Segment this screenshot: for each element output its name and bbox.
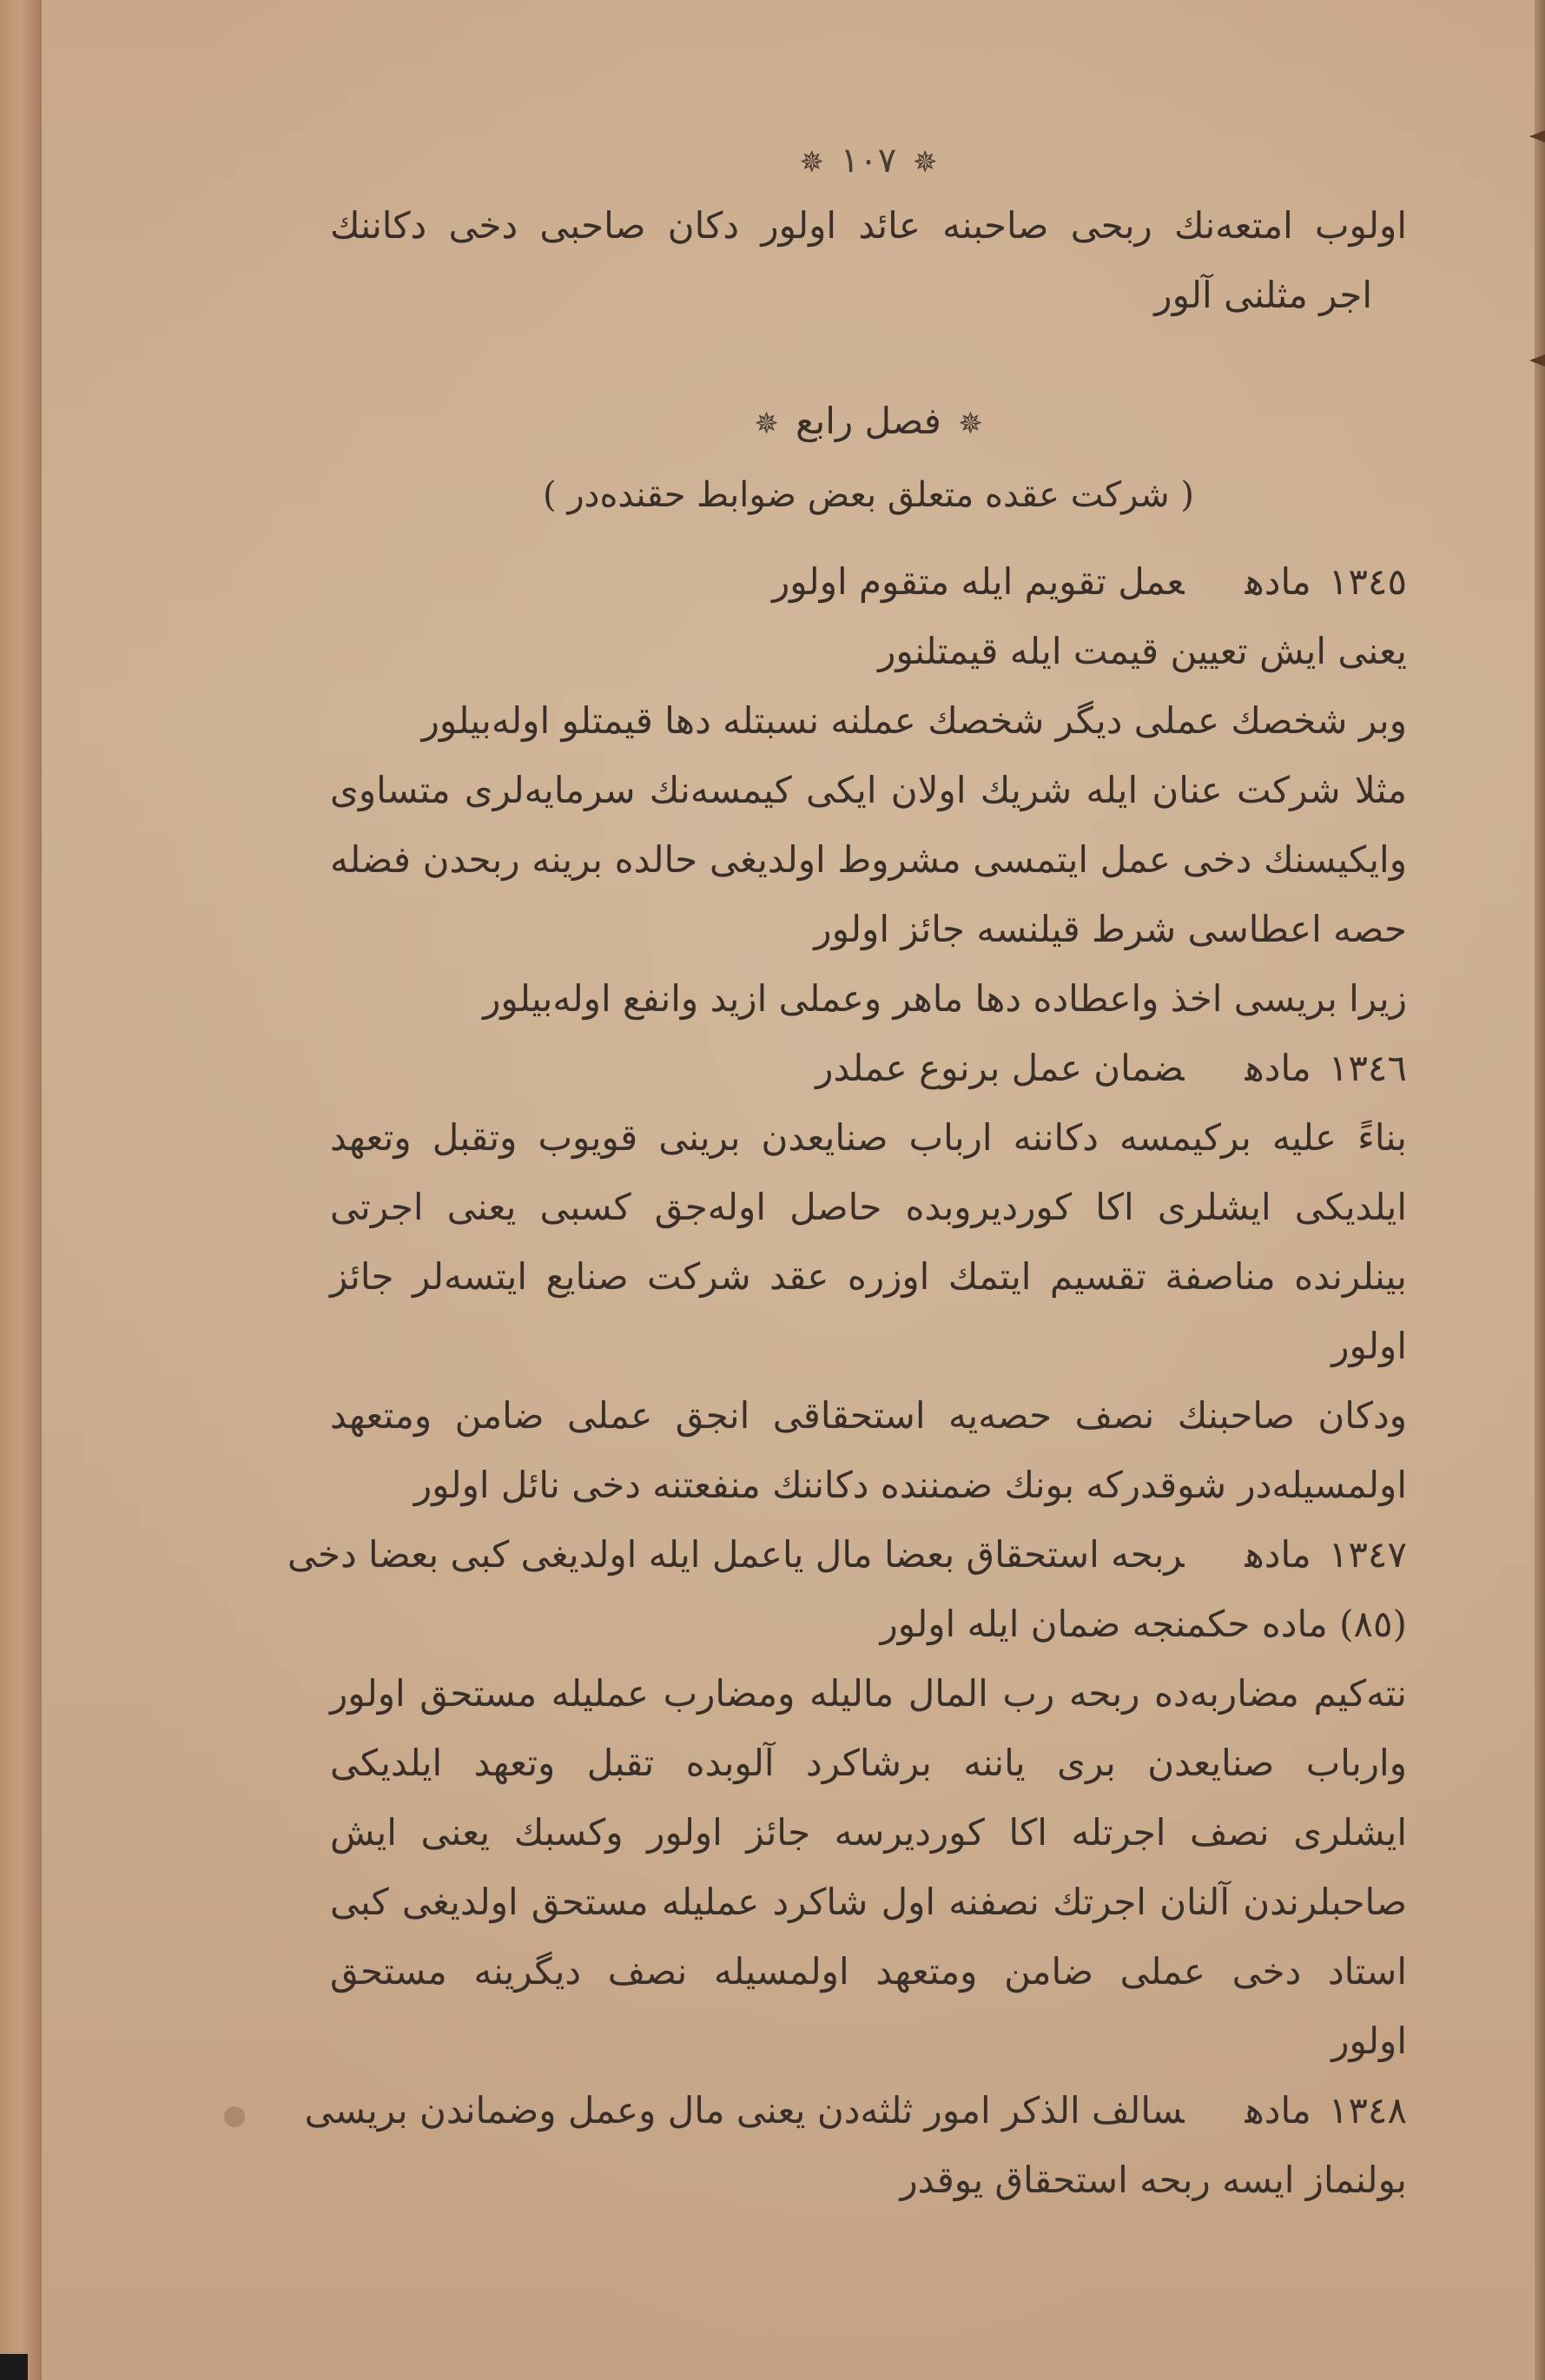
paper-stain — [224, 2106, 245, 2127]
text-line: بناءً علیه بركیمسه دكاننه ارباب صنایعدن برینی قویوب وتقبل وتعهد — [330, 1116, 1407, 1159]
text-line: ایلدیكی ایشلری اكا كوردیروبده حاصل اوله‌جق كسبی یعنی اجرتی — [330, 1186, 1407, 1228]
section-subtitle: ( شركت عقده متعلق بعض ضوابط حقنده‌در ) — [543, 475, 1194, 515]
text-line: ایشلری نصف اجرتله اكا كوردیرسه جائز اولور وكسبك یعنی ایش — [330, 1811, 1407, 1854]
ornament-star-icon: ✵ — [958, 407, 983, 441]
article-number: ١٣٤٨ — [1328, 2089, 1407, 2132]
text-line: اولور — [1331, 1325, 1407, 1367]
text-line: حصه اعطاسی شرط قیلنسه جائز اولور — [814, 908, 1407, 950]
article-heading: ضمان عمل برنوع عملدر — [815, 1047, 1185, 1089]
text-line: (٨٥) ماده حكمنجه ضمان ایله اولور — [880, 1603, 1407, 1645]
article-heading: عمل تقویم ایله متقوم اولور — [771, 560, 1185, 603]
article-label: ماده — [1245, 560, 1311, 603]
text-line: استاد دخی عملی ضامن ومتعهد اولمسیله نصف دیگرینه مستحق — [330, 1950, 1407, 1993]
article-1347-title — [287, 1520, 1407, 1590]
text-line: نته‌كیم مضاربه‌ده ربحه رب المال مالیله ومضارب عملیله مستحق اولور — [330, 1672, 1407, 1715]
text-line: وبر شخصك عملی دیگر شخصك عملنه نسبتله دها قیمتلو اوله‌بیلور — [421, 699, 1407, 742]
text-line: ودكان صاحبنك نصف حصه‌یه استحقاقی انجق عملی ضامن ومتعهد — [330, 1394, 1407, 1437]
article-1348-title — [304, 2076, 1407, 2145]
text-line: صاحبلرندن آلنان اجرتك نصفنه اول شاكرد عملیله مستحق اولدیغی كبی — [330, 1881, 1407, 1923]
article-1346-title — [330, 1034, 1407, 1103]
article-number: ١٣٤٧ — [1328, 1533, 1407, 1576]
text-line: بینلرنده مناصفة تقسیم ایتمك اوزره عقد شركت صنایع ایتسه‌لر جائز — [330, 1255, 1407, 1298]
scan-corner-dark — [0, 2354, 28, 2380]
text-line: اجر مثلنی آلور — [1154, 274, 1372, 316]
article-label: ماده — [1245, 1533, 1311, 1576]
ornament-star-icon: ✵ — [799, 145, 825, 180]
text-line: اولور — [1331, 2020, 1407, 2062]
article-label: ماده — [1245, 1047, 1311, 1089]
page-header — [330, 130, 1407, 191]
article-label: ماده — [1245, 2089, 1311, 2132]
article-number: ١٣٤٦ — [1328, 1047, 1407, 1089]
text-line: اولوب امتعه‌نك ربحی صاحبنه عائد اولور دكان صاحبی دخی دكاننك — [330, 204, 1407, 247]
section-heading — [330, 382, 1407, 460]
book-spine-left — [0, 0, 42, 2380]
article-1345-title — [330, 547, 1407, 617]
text-block — [287, 130, 1407, 2215]
text-line: یعنی ایش تعیین قیمت ایله قیمتلنور — [878, 630, 1407, 672]
text-line: بولنماز ایسه ربحه استحقاق یوقدر — [900, 2159, 1407, 2201]
ornament-star-icon: ✵ — [754, 407, 779, 441]
page-number: ١٠٧ — [840, 141, 897, 181]
ornament-star-icon: ✵ — [912, 145, 938, 180]
text-line: مثلا شركت عنان ایله شریك اولان ایكی كیمسه‌نك سرمایه‌لری متساوی — [330, 769, 1407, 811]
text-line: وارباب صنایعدن بری یاننه برشاكرد آلوبده تقبل وتعهد ایلدیكی — [330, 1742, 1407, 1784]
article-heading: ربحه استحقاق بعضا مال یاعمل ایله اولدیغی كبی بعضا دخی — [287, 1533, 1185, 1576]
section-heading-text: فصل رابع — [796, 400, 941, 442]
article-heading: سالف الذكر امور ثلثه‌دن یعنی مال وعمل وضماندن بریسی — [304, 2089, 1185, 2132]
text-line: زیرا بریسی اخذ واعطاده دها ماهر وعملی ازید وانفع اوله‌بیلور — [483, 977, 1407, 1020]
text-line: اولمسیله‌در شوقدركه بونك ضمننده دكاننك منفعتنه دخی نائل اولور — [413, 1464, 1407, 1506]
article-number: ١٣٤٥ — [1328, 560, 1407, 603]
text-line: وایكیسنك دخی عمل ایتمسی مشروط اولدیغی حالده برینه ربحدن فضله — [330, 838, 1407, 881]
